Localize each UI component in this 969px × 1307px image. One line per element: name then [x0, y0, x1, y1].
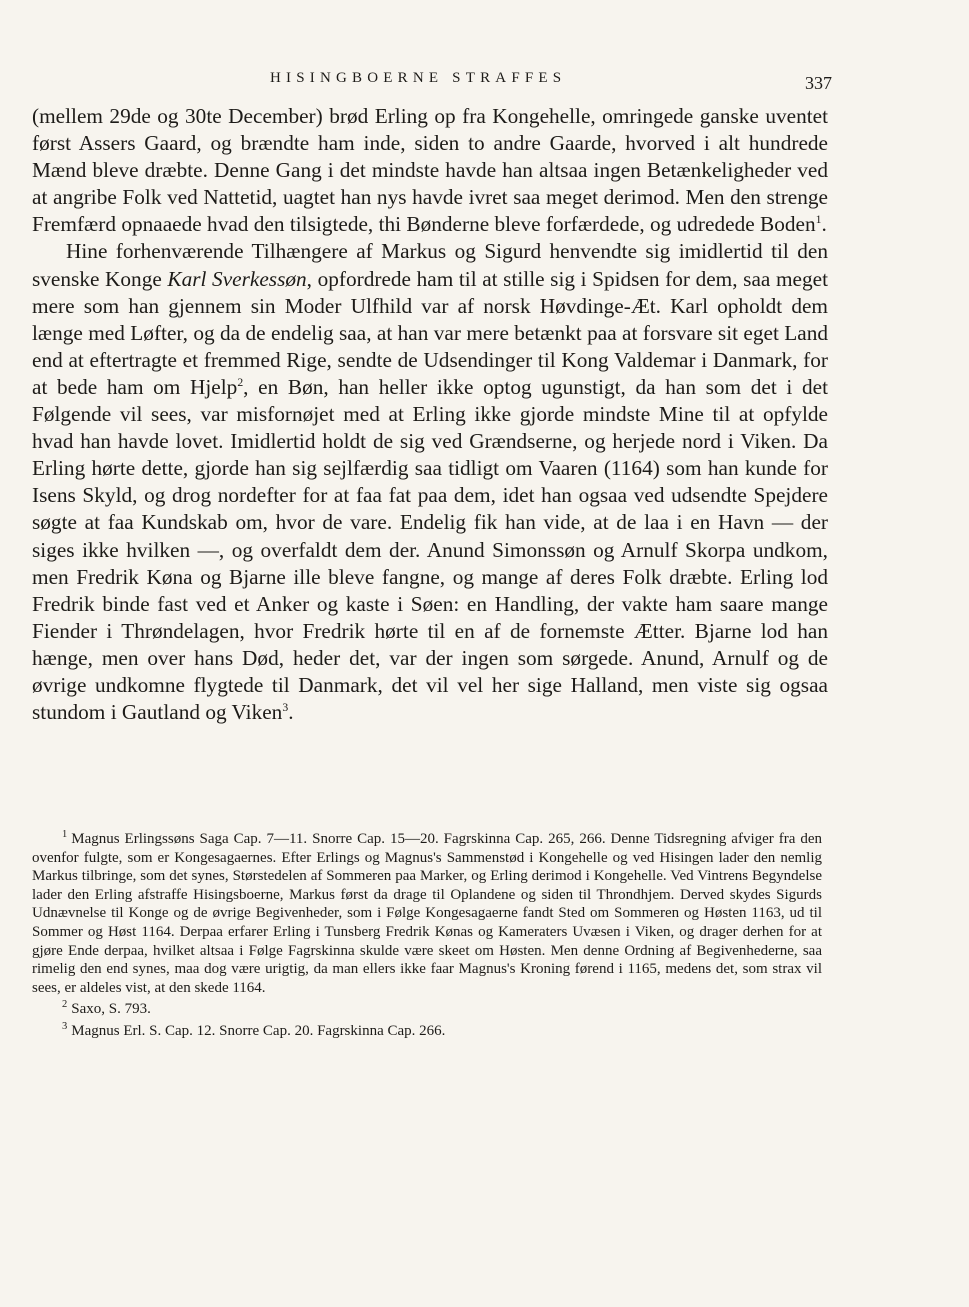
paragraph-2-text-b: , opfordrede ham til at stille sig i Spidsen for dem, saa meget mere som han gjennem sin Moder Ulfhild var af norsk Høvdinge-Æt. Karl opholdt dem længe med Løfter, og da de endelig saa, at han var mere betænkt paa at forsvare sit eget Land end at eftertragte et fremmed Rige, sendte de Udsendinger til Kong Valdemar i Danmark, for at bede ham om Hjelp: [32, 266, 828, 399]
paragraph-2-end: .: [288, 700, 294, 725]
paragraph-1-text: (mellem 29de og 30te December) brød Erling op fra Kongehelle, omringede ganske uventet først Assers Gaard, og brændte ham inde, siden to andre Gaarde, hvorved i alt hundrede Mænd bleve dræbte. Denne Gang i det mindste havde han altsaa ingen Betænkeligheder ved at angribe Folk ved Nattetid, uagtet han nys havde ivret saa meget derimod. Men den strenge Fremfærd opnaaede hvad den tilsigtede, thi Bønderne bleve forfærdede, og udredede Boden: [32, 104, 828, 237]
footnote-2-text: Saxo, S. 793.: [71, 1001, 151, 1018]
footnote-1: [32, 830, 822, 997]
page-header: [0, 68, 969, 98]
page-number: 337: [805, 73, 832, 93]
footnote-ref-2: 2: [237, 375, 244, 389]
main-text: [32, 103, 828, 726]
paragraph-2-text-a: Hine forhenværende Tilhængere af Markus og Sigurd henvendte sig imidlertid til den svenske Konge: [32, 239, 828, 291]
footnote-2: [32, 1000, 822, 1019]
king-name: Karl Sverkessøn: [167, 266, 307, 291]
footnote-ref-1: 1: [815, 213, 822, 227]
footnote-3-marker: 3: [62, 1020, 68, 1032]
footnote-3-text: Magnus Erl. S. Cap. 12. Snorre Cap. 20. Fagrskinna Cap. 266.: [71, 1022, 446, 1039]
footnote-1-marker: 1: [62, 829, 68, 840]
running-title: HISINGBOERNE STRAFFES: [270, 70, 567, 86]
paragraph-1-end: .: [821, 212, 827, 237]
paragraph-2-text-c: , en Bøn, han heller ikke optog ugunstigt, da han som det i det Følgende vil sees, var misfornøjet med at Erling ikke gjorde mindste Mine til at opfylde hvad han havde lovet. Imidlertid holdt de sig ved Grændserne, og herjede nord i Viken. Da Erling hørte dette, gjorde han sig sejlfærdig saa tidligt om Vaaren (1164) som han kunde for Isens Skyld, og drog nordefter for at faa fat paa dem, idet han ogsaa ved udsendte Spejdere søgte at faa Kundskab om, hvor de vare. Endelig fik han vide, at de laa i en Havn — der siges ikke hvilken —, og overfaldt dem der. Anund Simonssøn og Arnulf Skorpa undkom, men Fredrik Køna og Bjarne ille bleve fangne, og mange af deres Folk dræbte. Erling lod Fredrik binde fast ved et Anker og kaste i Søen: en Handling, der vakte ham saare mange Fiender i Thrøndelagen, hvor Fredrik hørte til en af de fornemste Ætter. Bjarne lod han hænge, men over hans Død, heder det, var der ingen som sørgede. Anund, Arnulf og de øvrige undkomne flygtede til Danmark, det vil vel her sige Halland, men viste sig ogsaa stundom i Gautland og Viken: [32, 374, 828, 725]
footnotes: [32, 830, 822, 1041]
footnote-1-text: Magnus Erlingssøns Saga Cap. 7—11. Snorre Cap. 15—20. Fagrskinna Cap. 265, 266. Denne Tidsregning afviger fra den ovenfor fulgte, som er Kongesagaernes. Efter Erlings og Magnus's Sammenstød i Kongehelle og ved Hisingen lader den nemlig Markus tilbringe, som det synes, Størstedelen af Sommeren paa Marker, og Erling derimod i Kongehelle. Ved Vintrens Begyndelse lader den Erling afstraffe Hisingsboerne, Markus først da drage til Oplandene og siden til Throndhjem. Derved skydes Sigurds Udnævnelse til Konge og de øvrige Begivenheder, som i Følge Kongesagaerne fandt Sted om Sommeren og Høsten 1163, ud til Sommer og Høst 1164. Derpaa erfarer Erling i Tunsberg Fredrik Kønas og Kameraters Uvæsen i Viken, og drager derhen for at gjøre Ende derpaa, hvilket altsaa i Følge Fagrskinna skulde være skeet om Høsten. Men denne Ordning af Begivenhederne, saa rimelig den end synes, maa dog være urigtig, da man ellers ikke faar Magnus's Kroning førend i 1165, medens det, som strax vil sees, er aldeles vist, at den skede 1164.: [32, 831, 822, 996]
paragraph-2: [32, 238, 828, 726]
footnote-ref-3: 3: [282, 700, 289, 714]
footnote-3: [32, 1022, 822, 1041]
paragraph-1: [32, 103, 828, 238]
footnote-2-marker: 2: [62, 999, 68, 1011]
